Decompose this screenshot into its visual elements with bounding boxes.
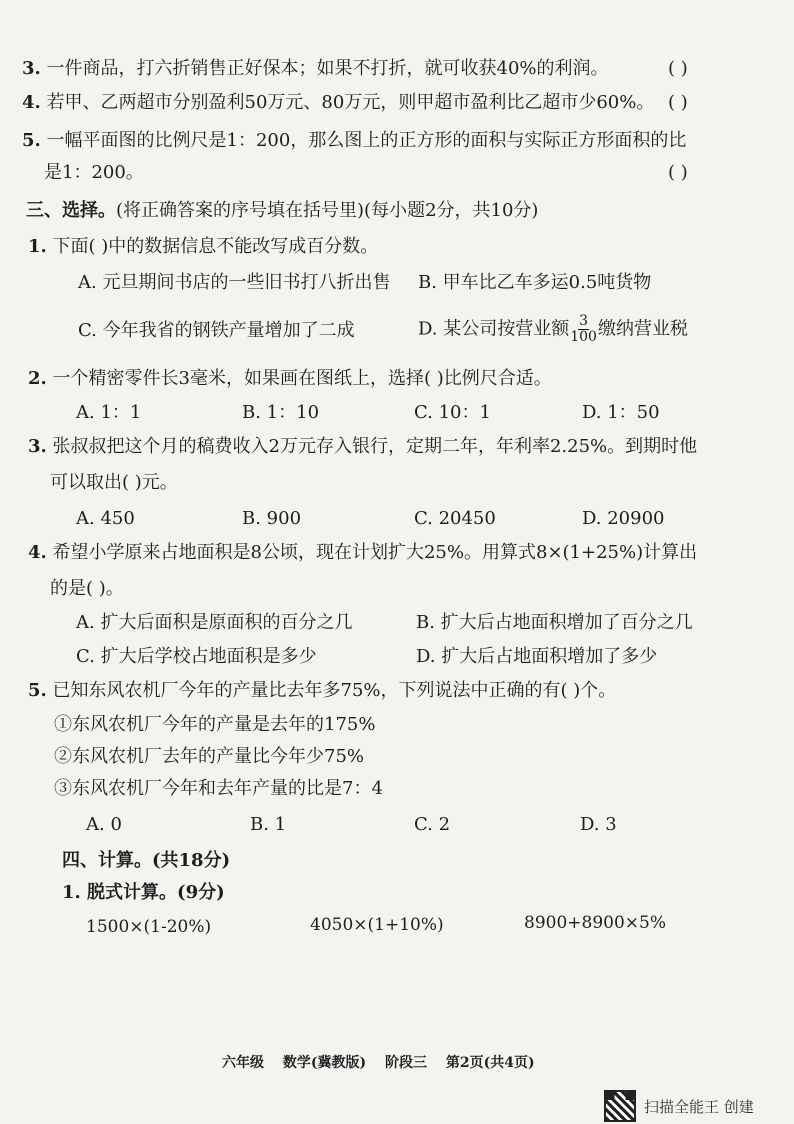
option-d[interactable]: D. 扩大后占地面积增加了多少 (416, 646, 658, 667)
judge-q3 (22, 56, 609, 82)
question-number: 2. (28, 368, 47, 389)
judge-q5 (22, 128, 686, 154)
footer-subject: 数学(冀教版) (282, 1055, 367, 1071)
question-text: 已知东风农机厂今年的产量比去年多75%，下列说法中正确的有( )个。 (52, 680, 617, 701)
expression-2: 4050×(1+10%) (310, 915, 444, 935)
option-a[interactable]: A. 元旦期间书店的一些旧书打八折出售 (78, 272, 391, 293)
question-number: 4. (22, 92, 41, 113)
section3-heading (26, 198, 538, 224)
option-a[interactable]: A. 扩大后面积是原面积的百分之几 (76, 612, 353, 633)
option-b[interactable]: B. 900 (242, 508, 302, 529)
question-number: 5. (22, 130, 41, 151)
option-a[interactable]: A. 1：1 (76, 402, 142, 423)
option-b[interactable]: B. 甲车比乙车多运0.5吨货物 (418, 272, 652, 293)
choice-q1 (28, 234, 378, 260)
question-text: 若甲、乙两超市分别盈利50万元、80万元，则甲超市盈利比乙超市少60%。 (46, 92, 655, 113)
option-d[interactable]: D. 1：50 (582, 402, 660, 423)
expression-1: 1500×(1-20%) (86, 917, 212, 937)
option-c[interactable]: C. 20450 (414, 508, 496, 529)
question-text: 一个精密零件长3毫米，如果画在图纸上，选择( )比例尺合适。 (52, 368, 552, 389)
footer-page: 第2页(共4页) (445, 1055, 535, 1071)
statement-1: ①东风农机厂今年的产量是去年的175% (54, 714, 376, 735)
option-d[interactable]: D. 20900 (582, 508, 665, 529)
judge-q4 (22, 90, 654, 116)
option-b[interactable]: B. 1：10 (242, 402, 320, 423)
question-text: 希望小学原来占地面积是8公顷，现在计划扩大25%。用算式8×(1+25%)计算出 (52, 542, 698, 563)
section-note: (将正确答案的序号填在括号里)(每小题2分，共10分) (116, 200, 539, 221)
expression-3: 8900+8900×5% (524, 913, 666, 933)
question-text: 一幅平面图的比例尺是1：200，那么图上的正方形的面积与实际正方形面积的比 (46, 130, 687, 151)
fraction-denominator: 100 (570, 329, 597, 345)
question-text: 下面( )中的数据信息不能改写成百分数。 (52, 236, 379, 257)
question-number: 3. (22, 58, 41, 79)
question-text: 一件商品，打六折销售正好保本；如果不打折，就可收获40%的利润。 (46, 58, 609, 79)
question-number: 4. (28, 542, 47, 563)
question-number: 3. (28, 436, 47, 457)
option-a[interactable]: A. 0 (86, 814, 122, 835)
option-a[interactable]: A. 450 (76, 508, 135, 529)
option-c[interactable]: C. 今年我省的钢铁产量增加了二成 (78, 320, 355, 341)
question-text: 张叔叔把这个月的稿费收入2万元存入银行，定期二年，年利率2.25%。到期时他 (52, 436, 698, 457)
choice-q4-cont: 的是( )。 (50, 578, 124, 599)
section-title: 三、选择。 (26, 200, 116, 221)
choice-q3-cont: 可以取出( )元。 (50, 472, 178, 493)
footer-stage: 阶段三 (385, 1055, 427, 1071)
option-text: 缴纳营业税 (597, 318, 688, 340)
option-text: D. 某公司按营业额 (418, 318, 570, 340)
page-footer (222, 1052, 549, 1072)
option-d[interactable]: D. 3 (580, 814, 617, 835)
choice-q5 (28, 678, 616, 704)
fraction-numerator: 3 (579, 313, 589, 329)
question-number: 1. (28, 236, 47, 257)
question-number: 5. (28, 680, 47, 701)
fraction (570, 314, 597, 345)
choice-q2 (28, 366, 552, 392)
option-c[interactable]: C. 2 (414, 814, 451, 835)
choice-q4 (28, 540, 697, 566)
choice-q3 (28, 434, 697, 460)
option-b[interactable]: B. 1 (250, 814, 287, 835)
watermark-text: 扫描全能王 创建 (644, 1097, 754, 1116)
calc-q1-title: 1. 脱式计算。(9分) (62, 882, 225, 903)
answer-paren[interactable]: ( ) (668, 58, 688, 79)
statement-2: ②东风农机厂去年的产量比今年少75% (54, 746, 365, 767)
scanner-watermark (604, 1090, 754, 1122)
qr-code-icon (604, 1090, 636, 1122)
statement-3: ③东风农机厂今年和去年产量的比是7：4 (54, 778, 383, 799)
section4-heading: 四、计算。(共18分) (62, 850, 231, 871)
option-b[interactable]: B. 扩大后占地面积增加了百分之几 (416, 612, 693, 633)
answer-paren[interactable]: ( ) (668, 162, 688, 183)
option-c[interactable]: C. 扩大后学校占地面积是多少 (76, 646, 317, 667)
answer-paren[interactable]: ( ) (668, 92, 688, 113)
judge-q5-cont: 是1：200。 (44, 162, 144, 183)
footer-grade: 六年级 (222, 1055, 264, 1071)
option-c[interactable]: C. 10：1 (414, 402, 491, 423)
option-d[interactable] (418, 314, 688, 345)
